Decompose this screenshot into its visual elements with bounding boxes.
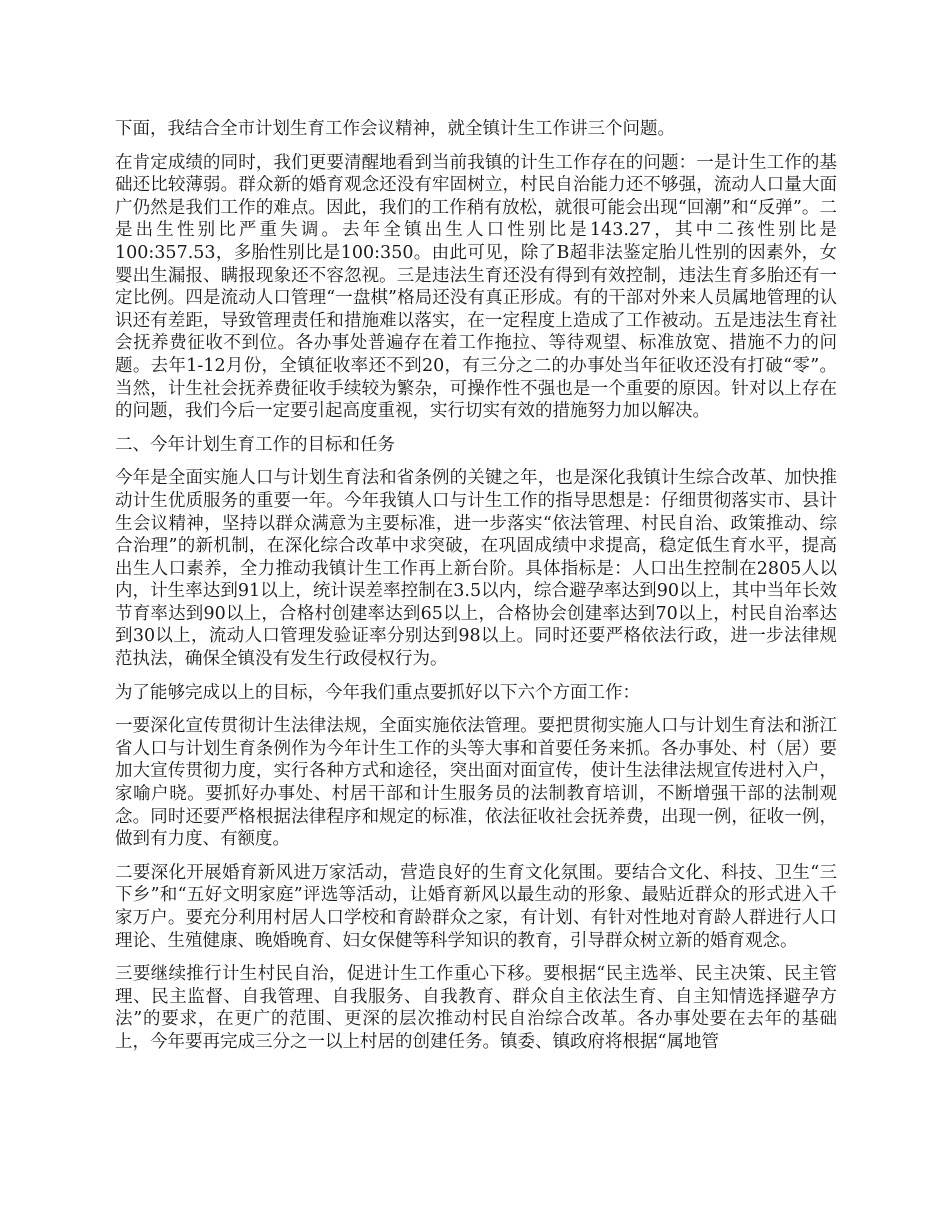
document-body bbox=[115, 118, 837, 1065]
paragraph-task-three: 三要继续推行计生村民自治，促进计生工作重心下移。要根据“民主选举、民主决策、民主管理、民主监督、自我管理、自我服务、自我教育、群众自主依法生育、自主知情选择避孕方法”的要求，在更广的范围、更深的层次推动村民自治综合改革。各办事处要在去年的基础上，今年要再完成三分之一以上村居的创建任务。镇委、镇政府将根据“属地管 bbox=[115, 964, 837, 1052]
paragraph-six-tasks: 为了能够完成以上的目标，今年我们重点要抓好以下六个方面工作： bbox=[115, 682, 640, 703]
section-heading-goals: 二、今年计划生育工作的目标和任务 bbox=[115, 434, 395, 455]
paragraph-intro: 下面，我结合全市计划生育工作会议精神，就全镇计生工作讲三个问题。 bbox=[115, 119, 675, 139]
paragraph-task-two: 二要深化开展婚育新风进万家活动，营造良好的生育文化氛围。要结合文化、科技、卫生“三下乡”和“五好文明家庭”评选等活动，让婚育新风以最生动的形象、最贴近群众的形式进入千家万户。要充分利用村居人口学校和育龄群众之家，有计划、有针对性地对育龄人群进行人口理论、生殖健康、晚婚晚育、妇女保健等科学知识的教育，引导群众树立新的婚育观念。 bbox=[115, 862, 837, 951]
paragraph-problems: 在肯定成绩的同时，我们更要清醒地看到当前我镇的计生工作存在的问题：一是计生工作的基础还比较薄弱。群众新的婚育观念还没有牢固树立，村民自治能力还不够强，流动人口量大面广仍然是我们工作的难点。因此，我们的工作稍有放松，就很可能会出现“回潮”和“反弹”。二是出生性别比严重失调。去年全镇出生人口性别比是143.27，其中二孩性别比是100:357.53，多胎性别比是100:350。由此可见，除了B超非法鉴定胎儿性别的因素外，女婴出生漏报、瞒报现象还不容忽视。三是违法生育还没有得到有效控制，违法生育多胎还有一定比例。四是流动人口管理“一盘棋”格局还没有真正形成。有的干部对外来人员属地管理的认识还有差距，导致管理责任和措施难以落实，在一定程度上造成了工作被动。五是违法生育社会抚养费征收不到位。各办事处普遍存在着工作拖拉、等待观望、标准放宽、措施不力的问题。去年1-12月份，全镇征收率还不到20，有三分之二的办事处当年征收还没有打破“零”。当然，计生社会抚养费征收手续较为繁杂，可操作性不强也是一个重要的原因。针对以上存在的问题，我们今后一定要引起高度重视，实行切实有效的措施努力加以解决。 bbox=[115, 152, 837, 422]
paragraph-task-one: 一要深化宣传贯彻计生法律法规，全面实施依法管理。要把贯彻实施人口与计划生育法和浙江省人口与计划生育条例作为今年计生工作的头等大事和首要任务来抓。各办事处、村（居）要加大宣传贯彻力度，实行各种方式和途径，突出面对面宣传，使计生法律法规宣传进村入户，家喻户晓。要抓好办事处、村居干部和计生服务员的法制教育培训，不断增强干部的法制观念。同时还要严格根据法律程序和规定的标准，依法征收社会抚养费，出现一例，征收一例，做到有力度、有额度。 bbox=[115, 716, 837, 850]
paragraph-goals: 今年是全面实施人口与计划生育法和省条例的关键之年，也是深化我镇计生综合改革、加快推动计生优质服务的重要一年。今年我镇人口与计生工作的指导思想是：仔细贯彻落实市、县计生会议精神，坚持以群众满意为主要标准，进一步落实“依法管理、村民自治、政策推动、综合治理”的新机制，在深化综合改革中求突破，在巩固成绩中求提高，稳定低生育水平，提高出生人口素养，全力推动我镇计生工作再上新台阶。具体指标是：人口出生控制在2805人以内，计生率达到91以上，统计误差率控制在3.5以内，综合避孕率达到90以上，其中当年长效节育率达到90以上，合格村创建率达到65以上，合格协会创建率达到70以上，村民自治率达到30以上，流动人口管理发验证率分别达到98以上。同时还要严格依法行政，进一步法律规范执法，确保全镇没有发生行政侵权行为。 bbox=[115, 468, 837, 670]
